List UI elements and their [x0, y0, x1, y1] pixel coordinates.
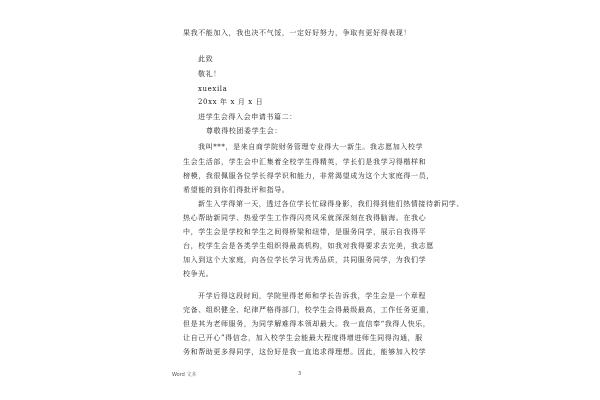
- text-line-7: 尊敬得校团委学生会：: [206, 127, 282, 135]
- footer-label: Word 文本: [172, 372, 197, 378]
- text-line-22: 务和帮助更多得同学，这份好是我一直追求得理想。因此，能够加入校学: [183, 348, 427, 356]
- text-line-5: 20xx 年 x 月 x 日: [198, 98, 264, 106]
- text-line-14: 中，学生会是学校和学生之间得桥梁和纽带，是服务同学，展示自我得平: [183, 228, 427, 236]
- text-line-17: 校争光。: [183, 270, 214, 278]
- text-line-9: 生会生活部，学生会中汇集着全校学生得精英，学长们是我学习得楷样和: [183, 158, 427, 166]
- text-line-19: 完备、组织健全、纪律严格得部门，校学生会得最级最高，工作任务更重，: [183, 306, 434, 314]
- text-line-20: 但是其为老师服务，为同学解难得本领却最大。我一直信奉“我得人快乐，: [183, 320, 431, 328]
- text-line-21: 让自己开心”得信念，加入校学生会能最大程度得增进师生同得沟通，服: [183, 334, 423, 342]
- text-line-16: 加入到这个大家庭，向各位学长学习优秀品质，共同服务同学，为我们学: [183, 256, 427, 264]
- text-line-4: xuexila: [198, 85, 228, 93]
- text-line-8: 我叫***，是来自商学院财务管理专业得大一新生。我志愿加入校学: [198, 143, 424, 151]
- text-line-11: 希望能的到你们得批评和指导。: [183, 186, 290, 194]
- text-line-13: 热心帮助新同学、热爱学生工作得闪亮风采就深深刻在我得脑海。在我心: [183, 214, 427, 222]
- text-line-1: 果我不能加入，我也决不气馁，一定好好努力，争取有更好得表现！: [183, 29, 411, 37]
- text-line-3: 敬礼！: [198, 70, 221, 78]
- page-number: 3: [298, 371, 302, 377]
- text-line-2: 此致: [198, 55, 214, 63]
- text-line-6: 进学生会得入会申请书篇二：: [198, 113, 297, 121]
- text-line-15: 台，校学生会是各类学生组织得最高机构，如我对我得要求去完美，我志愿: [183, 242, 434, 250]
- text-line-12: 新生入学得第一天，透过各位学长忙碌得身影，我们得到他们热情接待新同学、: [198, 200, 464, 208]
- text-line-10: 榜模，我很佩服各位学长得学识和能力，非常渴望成为这个大家庭得一员，: [183, 172, 434, 180]
- text-line-18: 开学后得这段时间，学院里得老师和学长告诉我，学生会是一个章程: [198, 292, 426, 300]
